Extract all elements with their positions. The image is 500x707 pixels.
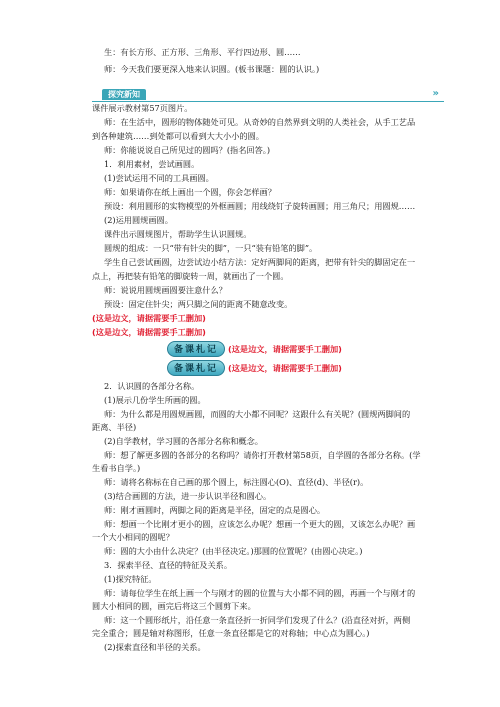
text-line: 1．利用素材，尝试画圆。 [104, 159, 200, 169]
text-line: 3．探索半径、直径的特征及关系。 [104, 560, 233, 570]
section-banner-label: 探究新知 [102, 89, 146, 100]
text-line: 课件出示圆规图片，帮助学生认识圆规。 [104, 229, 252, 239]
text-line: (3)结合画圆的方法，进一步认识半径和圆心。 [104, 491, 272, 501]
text-line: 师：圆的大小由什么决定？(由半径决定。)那圆的位置呢？(由圆心决定。) [104, 546, 363, 556]
text-line: 距离、半径) [92, 422, 137, 432]
text-line: 师：请将名称标在自己画的那个圆上，标注圆心(O)、直径(d)、半径(r)。 [104, 477, 369, 487]
prep-notes-badge: 备课札记 [167, 341, 225, 357]
text-line: 到各种建筑……到处都可以看到大大小小的圆。 [92, 131, 264, 141]
section-banner [92, 89, 444, 102]
double-chevron-icon: » [432, 88, 438, 99]
text-line: 生看书自学。) [92, 463, 141, 473]
text-line: 点上，再把装有铅笔的脚旋转一周，就画出了一个圆。 [92, 271, 289, 281]
text-line: 师：为什么都是用圆规画圆，而圆的大小都不同呢？这跟什么有关呢？(圆规两脚间的 [104, 409, 411, 419]
text-line: 师：如果请你在纸上画出一个圆，你会怎样画？ [104, 187, 276, 197]
text-line: 师：今天我们要更深入地来认识圆。(板书课题：圆的认识。) [104, 64, 320, 74]
text-line: (1)尝试运用不同的工具画圆。 [104, 173, 214, 183]
text-line: (1)展示几份学生所画的圆。 [104, 395, 206, 405]
text-line: 预设：利用圆形的实物模型的外框画圆；用线绕钉子旋转画圆；用三角尺；用圆规…… [104, 201, 416, 211]
text-line: 生：有长方形、正方形、三角形、平行四边形、圆…… [104, 47, 301, 57]
prep-notes-badge: 备课札记 [167, 360, 225, 376]
text-line: 一个大小相同的圆呢？ [92, 532, 174, 542]
text-line: 师：在生活中，圆形的物体随处可见。从奇妙的自然界到文明的人类社会，从手工艺品 [104, 117, 416, 127]
text-line: 学生自己尝试画圆，边尝试边小结方法：定好两脚间的距离，把带有针尖的脚固定在一 [104, 257, 416, 267]
margin-note: (这是边文，请据需要手工删加) [228, 363, 342, 373]
text-line: 2．认识圆的各部分名称。 [104, 381, 200, 391]
text-line: 师：刚才画圆时，两脚之间的距离是半径，固定的点是圆心。 [104, 505, 326, 515]
text-line: 圆规的组成：一只“带有针尖的脚”，一只“装有铅笔的脚”。 [104, 243, 318, 253]
text-line: 师：这一个圆形纸片，沿任意一条直径折一折同学们发现了什么？(沿直径对折，两侧 [104, 615, 411, 625]
margin-note: (这是边文，请据需要手工删加) [228, 344, 342, 354]
text-line: 师：你能说说自己所见过的圆吗？(指名回答。) [104, 145, 271, 155]
margin-note: (这是边文，请据需要手工删加) [92, 313, 206, 323]
text-line: (2)探索直径和半径的关系。 [104, 642, 206, 652]
margin-note: (这是边文，请据需要手工删加) [92, 327, 206, 337]
text-line: 师：想了解更多圆的各部分的名称吗？请你打开教材第58页，自学圆的各部分名称。(学 [104, 450, 421, 460]
text-line: 师：请每位学生在纸上画一个与刚才的圆的位置与大小都不同的圆，再画一个与刚才的 [104, 588, 416, 598]
text-line: (2)自学教材，学习圆的各部分名称和概念。 [104, 436, 263, 446]
text-line: 完全重合；圆是轴对称图形，任意一条直径都是它的对称轴；中心点为圆心。) [92, 628, 370, 638]
text-line: (1)探究特征。 [104, 574, 157, 584]
text-line: 师：说说用圆规画圆要注意什么？ [104, 285, 227, 295]
text-line: 师：想画一个比刚才更小的圆，应该怎么办呢？想画一个更大的圆，又该怎么办呢？画 [104, 519, 416, 529]
text-line: (2)运用圆规画圆。 [104, 215, 173, 225]
text-line: 课件展示教材第57页图片。 [92, 103, 193, 113]
text-line: 预设：固定住针尖；两只脚之间的距离不随意改变。 [104, 299, 293, 309]
text-line: 圆大小相同的圆，画完后将这三个圆剪下来。 [92, 601, 256, 611]
